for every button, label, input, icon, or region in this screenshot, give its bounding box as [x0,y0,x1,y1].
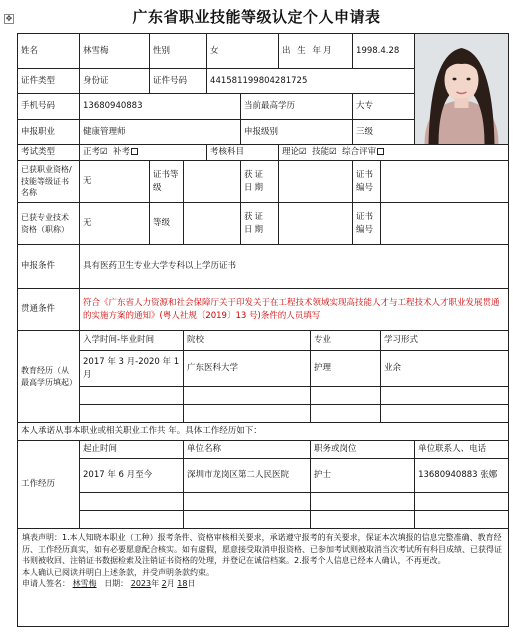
table-row [18,493,509,511]
edu-label: 当前最高学历 [241,94,353,119]
table-row [18,459,509,493]
phone-label: 手机号码 [18,94,80,119]
table-row [18,511,509,529]
photo-cell [415,34,509,145]
date-label: 日期： [104,579,129,589]
commitment-text [18,423,509,441]
commitment-text-2: 年。具体工作经历如下： [168,426,262,437]
edu-col-mode: 学习形式 [381,331,509,351]
cert-label: 已获职业资格/技能等级证书名称 [18,161,80,203]
work-contact-cell[interactable]: 13680940883 张娜 [415,459,509,493]
level-label: 申报级别 [241,119,353,144]
cert-date-value[interactable] [279,161,353,203]
work-col-position: 职务或岗位 [311,441,415,459]
edu-school-cell[interactable]: 广东医科大学 [184,351,311,387]
work-col-contact: 单位联系人、电话 [415,441,509,459]
tech-no-label: 证书编号 [353,203,381,245]
edu-school-cell[interactable] [184,405,311,423]
work-contact-cell[interactable] [415,493,509,511]
exam-subjects-options [279,145,509,161]
preferential-label: 贯通条件 [18,289,80,331]
dob-label: 出 生 年月 [279,34,353,69]
dob-value[interactable]: 1998.4.28 [353,34,415,69]
gender-value[interactable]: 女 [207,34,279,69]
condition-value[interactable]: 具有医药卫生专业大学专科以上学历证书 [80,245,509,289]
cert-grade-value[interactable] [184,161,241,203]
retake-checkbox[interactable] [131,148,138,155]
work-header-row [18,441,509,459]
table-row [18,387,509,405]
work-col-company: 单位名称 [184,441,311,459]
tech-date-label: 获证日期 [241,203,279,245]
exam-type-label: 考试类型 [18,145,80,161]
tech-grade-label: 等级 [150,203,184,245]
tech-no-value[interactable] [381,203,509,245]
date-year[interactable]: 2023 [130,579,152,589]
year-unit: 年 [151,579,160,589]
form-row-condition [18,245,509,289]
statement-cell [18,529,509,627]
id-no-label: 证件号码 [150,68,207,93]
applicant-photo [415,34,508,144]
name-label: 姓名 [18,34,80,69]
exam-type-options [80,145,207,161]
cert-grade-label: 证书等级 [150,161,184,203]
signature-name[interactable]: 林雪梅 [72,579,97,589]
edu-col-period: 入学时间-毕业时间 [80,331,184,351]
education-header-row [18,331,509,351]
table-row [18,351,509,387]
form-row-cert [18,161,509,203]
edu-mode-cell[interactable] [381,405,509,423]
work-period-cell[interactable]: 2017 年 6 月至今 [80,459,184,493]
day-unit: 日 [187,579,196,589]
preferential-value: 符合《广东省人力资源和社会保障厅关于印发关于在工程技术领域实现高技能人才与工程技术人才职业发展贯通的实施方案的通知》(粤人社规〔2019〕13 号)条件的人员填写 [80,289,509,331]
edu-period-cell[interactable]: 2017 年 3 月-2020 年 1 月 [80,351,184,387]
exam-type-retake[interactable]: 补考 [113,147,131,158]
edu-value[interactable]: 大专 [353,94,415,119]
occupation-label: 申报职业 [18,119,80,144]
subject-theory[interactable]: 理论☑ [282,147,307,158]
edu-period-cell[interactable] [80,405,184,423]
edu-mode-cell[interactable] [381,387,509,405]
work-company-cell[interactable]: 深圳市龙岗区第二人民医院 [184,459,311,493]
edu-school-cell[interactable] [184,387,311,405]
work-contact-cell[interactable] [415,511,509,529]
document-title: 广东省职业技能等级认定个人申请表 [132,8,381,26]
application-form-table [17,33,509,627]
work-position-cell[interactable]: 护士 [311,459,415,493]
tech-value[interactable]: 无 [80,203,150,245]
form-row-exam [18,145,509,161]
work-company-cell[interactable] [184,511,311,529]
month-unit: 月 [166,579,175,589]
cert-no-label: 证书编号 [353,161,381,203]
overall-checkbox[interactable] [377,148,384,155]
edu-major-cell[interactable] [311,387,381,405]
subject-skill[interactable]: 技能☑ [312,147,337,158]
signature-label: 申请人签名： [22,579,70,589]
work-col-period: 起止时间 [80,441,184,459]
statement-row [18,529,509,627]
work-period-cell[interactable] [80,493,184,511]
id-no-value[interactable]: 441581199804281725 [207,68,415,93]
exam-subjects-label: 考核科目 [207,145,279,161]
commitment-text-1: 本人承诺从事本职业或相关职业工作共 [21,426,166,437]
edu-major-cell[interactable] [311,405,381,423]
work-label: 工作经历 [18,441,80,529]
cert-date-label: 获证日期 [241,161,279,203]
tech-date-value[interactable] [279,203,353,245]
edu-mode-cell[interactable]: 业余 [381,351,509,387]
subject-overall[interactable]: 综合评审 [342,147,377,158]
statement-paragraph-2: 本人确认已阅读并明白上述条款，并受声明条款约束。 [22,567,214,577]
date-day[interactable]: 18 [177,579,188,589]
edu-period-cell[interactable] [80,387,184,405]
condition-label: 申报条件 [18,245,80,289]
exam-type-normal[interactable]: 正考☑ [83,147,108,158]
name-value[interactable]: 林雪梅 [80,34,150,69]
work-position-cell[interactable] [311,511,415,529]
gender-label: 性别 [150,34,207,69]
edu-col-major: 专业 [311,331,381,351]
form-row-tech [18,203,509,245]
work-company-cell[interactable] [184,493,311,511]
tech-grade-value[interactable] [184,203,241,245]
phone-value[interactable]: 13680940883 [80,94,241,119]
signature-line [22,578,504,590]
form-row-name [18,34,509,69]
commitment-row [18,423,509,441]
table-row [18,405,509,423]
date-month[interactable]: 2 [161,579,167,589]
id-type-label: 证件类型 [18,68,80,93]
work-period-cell[interactable] [80,511,184,529]
statement-paragraph-1: 填表声明：1.本人知晓本职业（工种）报考条件、资格审核相关要求，承诺遵守报考的有关要求，保证本次填报的信息完整准确、教育经历、工作经历真实，如有必要愿意配合核实。如有虚假，愿意接受取消申报资格、已参加考试则被取消当次考试所有科目成绩、已获得证书则被收回、注销证书数据检索及注销证书资格的处理，并登记在诚信档案。2.报考个人信息已经本人确认，不再更改。 [22,533,502,566]
cert-value[interactable]: 无 [80,161,150,203]
tech-label: 已获专业技术资格（职称） [18,203,80,245]
table-move-handle-icon[interactable]: ✥ [5,14,13,23]
cert-no-value[interactable] [381,161,509,203]
work-position-cell[interactable] [311,493,415,511]
level-value[interactable]: 三级 [353,119,415,144]
id-type-value[interactable]: 身份证 [80,68,150,93]
education-label: 教育经历（从最高学历填起） [18,331,80,423]
edu-major-cell[interactable]: 护理 [311,351,381,387]
occupation-value[interactable]: 健康管理师 [80,119,241,144]
edu-col-school: 院校 [184,331,311,351]
form-row-preferential [18,289,509,331]
